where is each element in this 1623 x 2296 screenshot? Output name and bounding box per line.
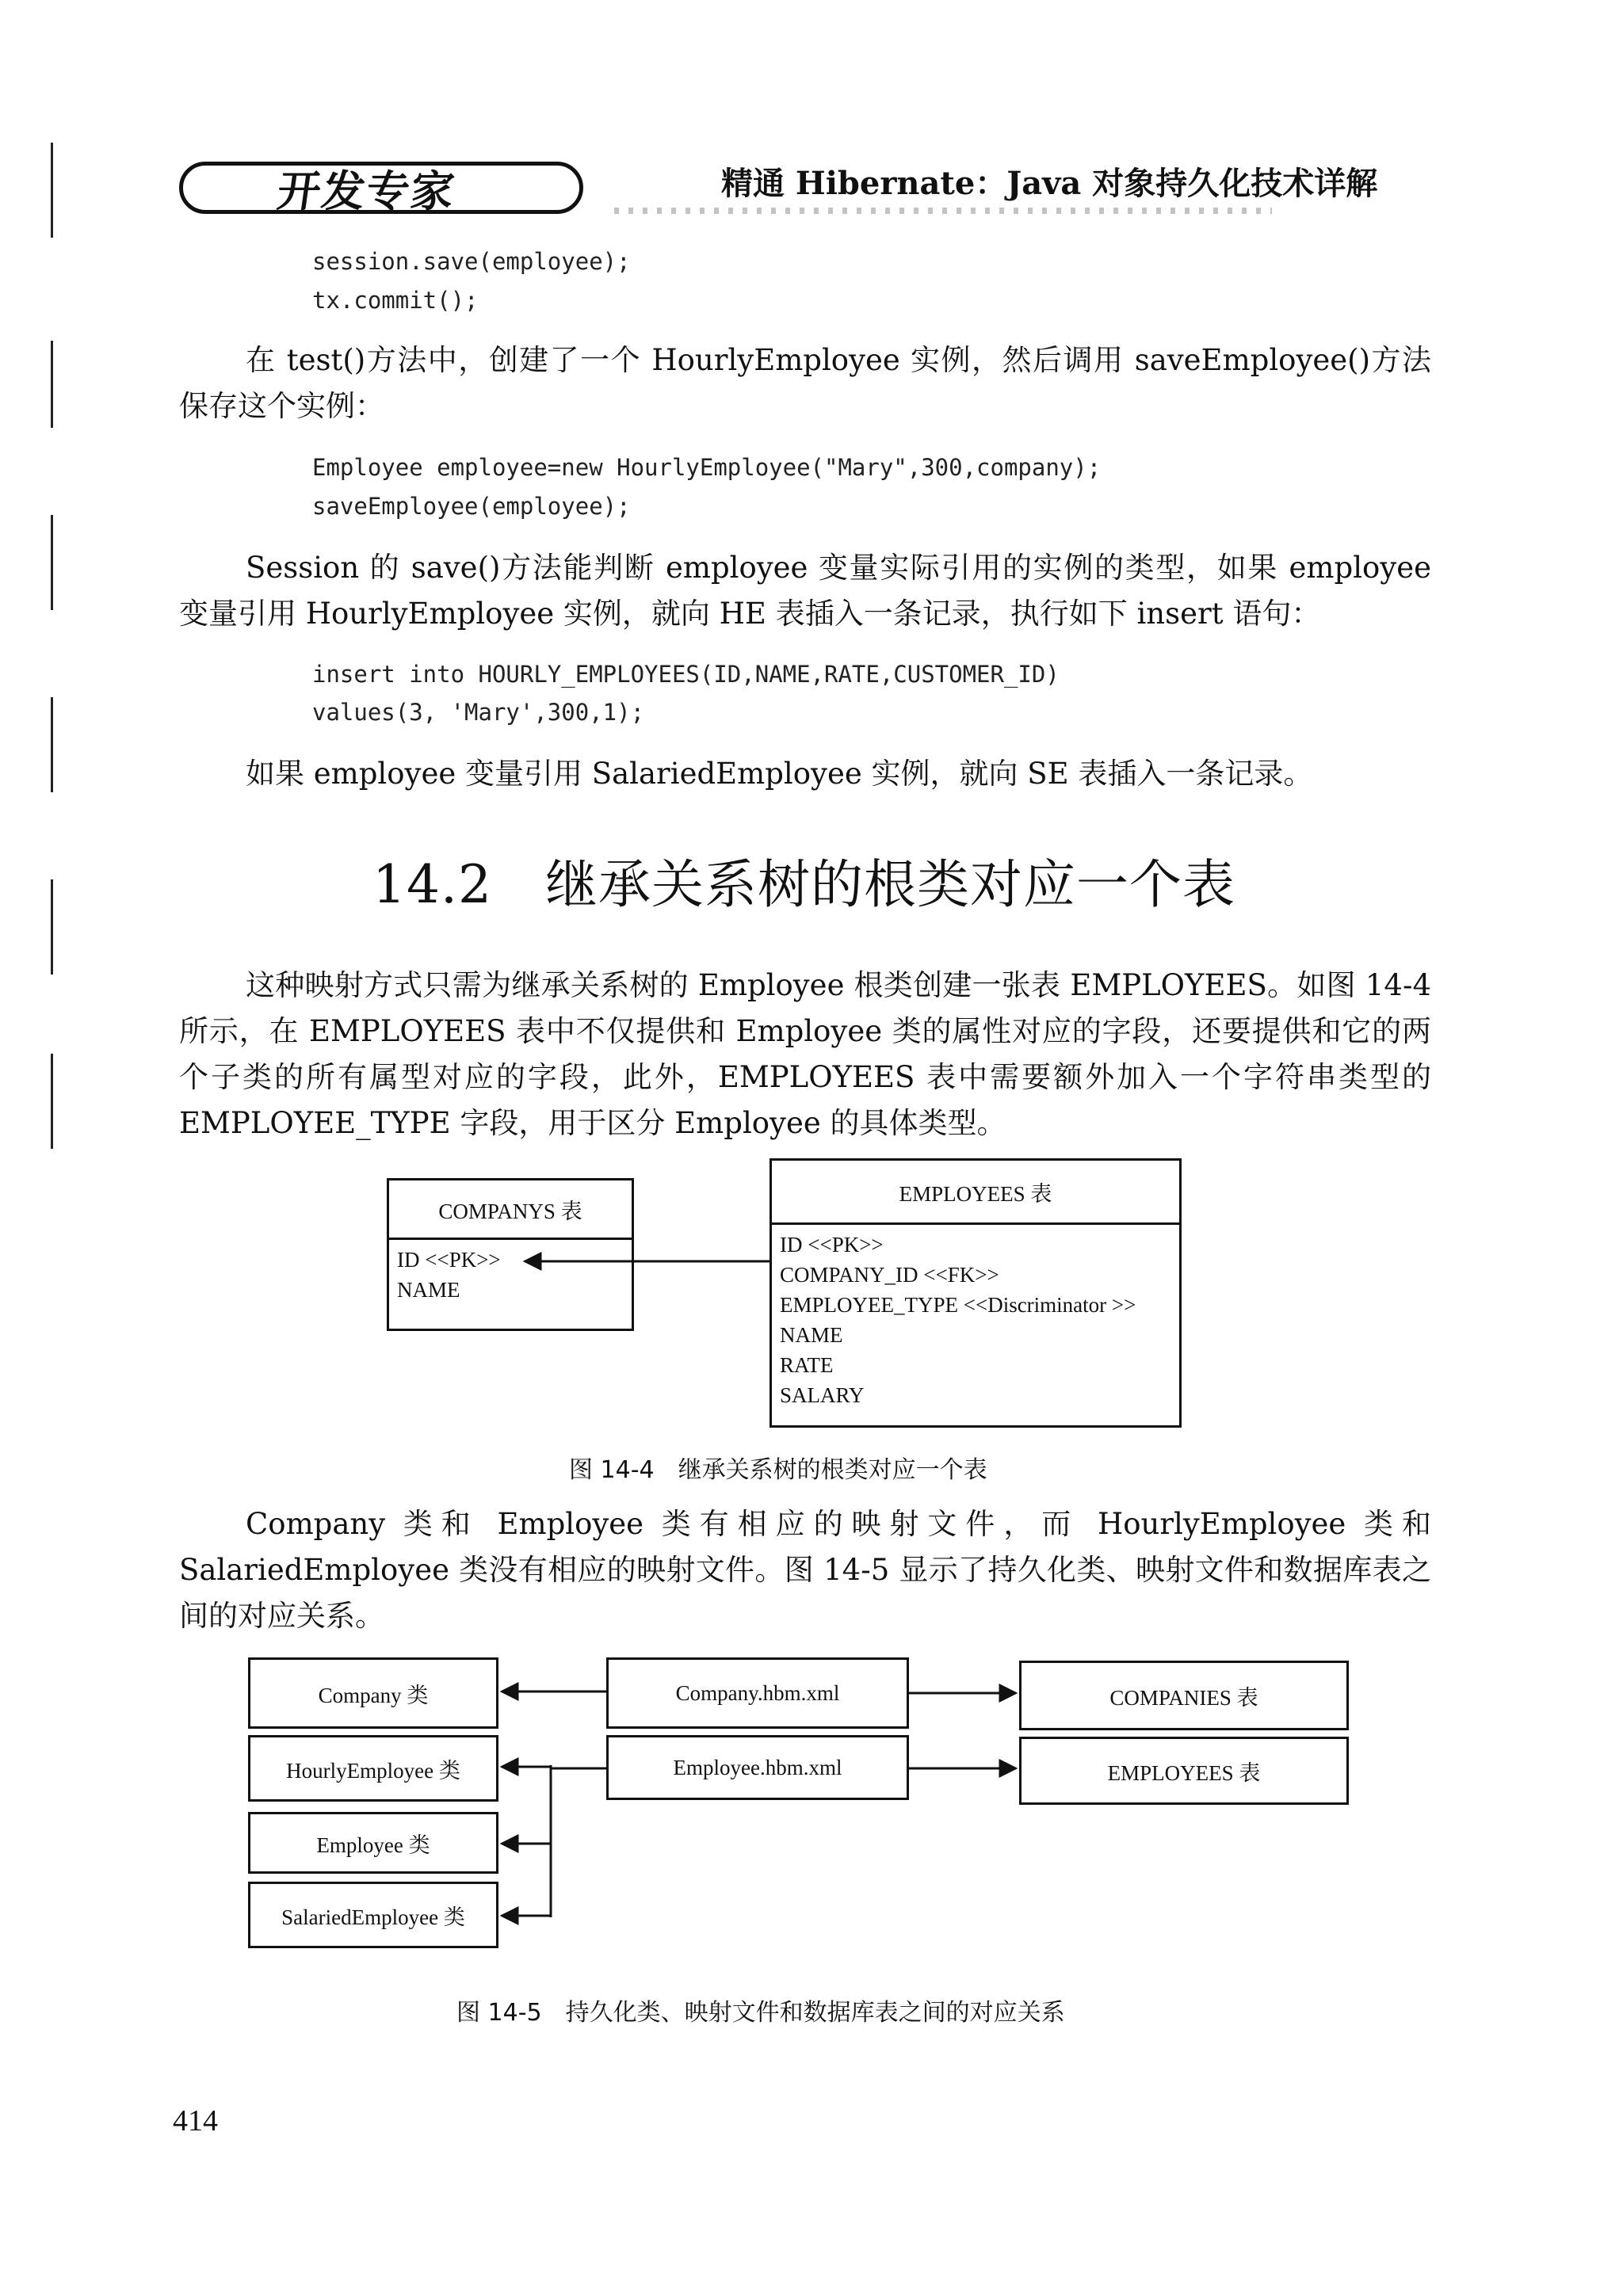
code-line: insert into HOURLY_EMPLOYEES(ID,NAME,RATE,CUSTOMER_ID) <box>312 661 1060 688</box>
paragraph: Session 的 save()方法能判断 employee 变量实际引用的实例的类型，如果 employee 变量引用 HourlyEmployee 实例，就向 HE 表插入一条记录，执行如下 insert 语句： <box>179 551 1431 631</box>
field: EMPLOYEE_TYPE <<Discriminator >> <box>780 1293 1136 1317</box>
figure-caption: 图 14-4 继承关系树的根类对应一个表 <box>569 1456 987 1484</box>
mapping-file-employee: Employee.hbm.xml <box>606 1735 909 1800</box>
field: NAME <box>780 1323 843 1347</box>
field: ID <<PK>> <box>397 1248 501 1272</box>
page-number: 414 <box>173 2104 218 2138</box>
field: SALARY <box>780 1383 865 1407</box>
field: NAME <box>397 1278 460 1302</box>
code-line: tx.commit(); <box>312 287 479 314</box>
code-line: Employee employee=new HourlyEmployee("Mary",300,company); <box>312 454 1102 481</box>
class-box-employee: Employee 类 <box>248 1812 498 1874</box>
paragraph: 在 test()方法中，创建了一个 HourlyEmployee 实例，然后调用 saveEmployee()方法保存这个实例： <box>179 343 1431 423</box>
paragraph: Company 类和 Employee 类有相应的映射文件，而 HourlyEmployee 类和 SalariedEmployee 类没有相应的映射文件。图 14-5 显示了持久化类、映射文件和数据库表之间的对应关系。 <box>179 1507 1431 1633</box>
companys-table-title: COMPANYS 表 <box>389 1180 632 1240</box>
code-line: session.save(employee); <box>312 248 631 275</box>
db-table-companies: COMPANIES 表 <box>1019 1661 1349 1730</box>
class-box-hourly-employee: HourlyEmployee 类 <box>248 1735 498 1802</box>
class-box-salaried-employee: SalariedEmployee 类 <box>248 1882 498 1948</box>
mapping-file-company: Company.hbm.xml <box>606 1657 909 1729</box>
logo-text: 开发专家 <box>274 166 459 216</box>
code-line: values(3, 'Mary',300,1); <box>312 699 645 726</box>
paragraph: 这种映射方式只需为继承关系树的 Employee 根类创建一张表 EMPLOYEES。如图 14-4 所示，在 EMPLOYEES 表中不仅提供和 Employee 类的属性对应的字段，还要提供和它的两个子类的所有属型对应的字段，此外，EMPLOYEES 表中需要额外加入一个字符串类型的 EMPLOYEE_TYPE 字段，用于区分 Employee 的具体类型。 <box>179 968 1431 1140</box>
code-line: saveEmployee(employee); <box>312 493 631 520</box>
db-table-employees: EMPLOYEES 表 <box>1019 1737 1349 1805</box>
paragraph: 如果 employee 变量引用 SalariedEmployee 实例，就向 SE 表插入一条记录。 <box>246 757 1313 791</box>
employees-table-title: EMPLOYEES 表 <box>772 1161 1179 1225</box>
field: COMPANY_ID <<FK>> <box>780 1263 999 1287</box>
class-box-company: Company 类 <box>248 1657 498 1729</box>
field: ID <<PK>> <box>780 1233 884 1257</box>
field: RATE <box>780 1353 834 1377</box>
section-title: 14.2 继承关系树的根类对应一个表 <box>372 854 1235 915</box>
figure-caption: 图 14-5 持久化类、映射文件和数据库表之间的对应关系 <box>456 1999 1065 2027</box>
book-title: 精通 Hibernate：Java 对象持久化技术详解 <box>721 165 1378 202</box>
